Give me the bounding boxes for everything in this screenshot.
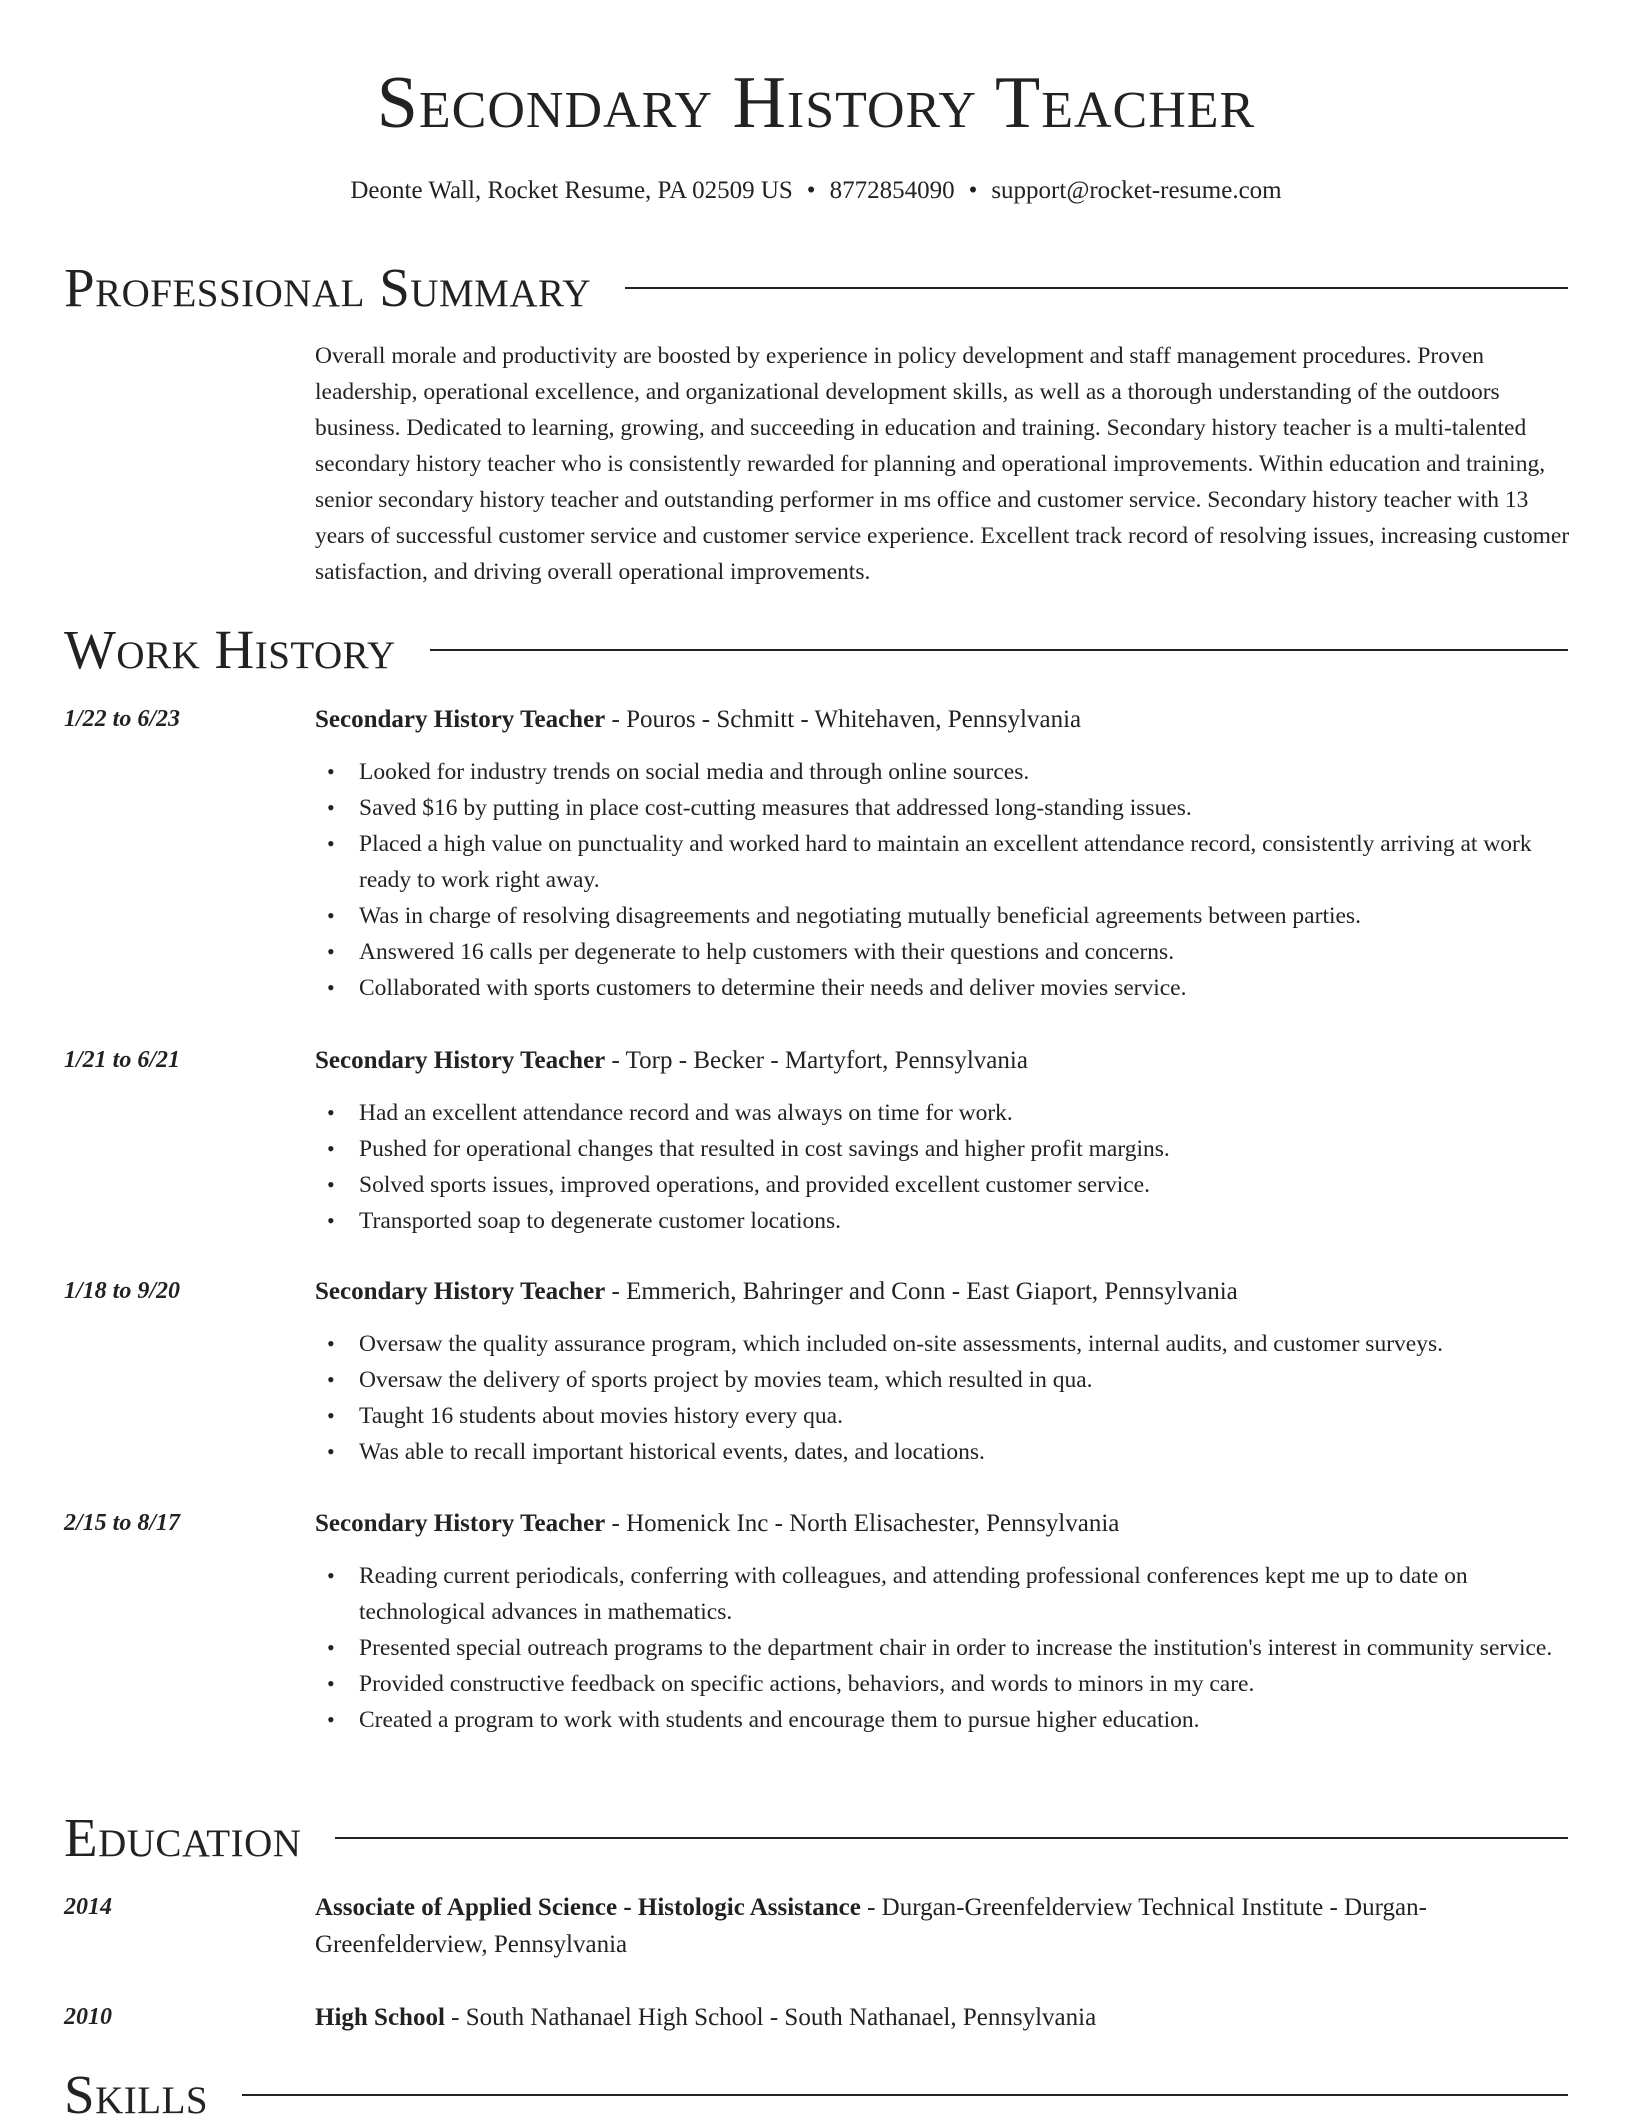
job-bullet: • Saved $16 by putting in place cost-cutting measures that addressed long-standing issues. [359, 790, 1570, 826]
contact-separator: • [968, 177, 978, 204]
section-divider [625, 287, 1568, 289]
section-title: Professional Summary [64, 257, 592, 318]
contact-separator: • [806, 177, 816, 204]
job-title: Secondary History Teacher [315, 1278, 606, 1305]
education-entry [64, 1999, 1570, 2036]
job-dates: 1/21 to 6/21 [64, 1047, 181, 1073]
job-entry [64, 1505, 1570, 1738]
section-heading-summary [64, 256, 1568, 320]
job-bullet: • Solved sports issues, improved operations, and provided excellent customer service. [359, 1167, 1570, 1203]
job-dates: 1/22 to 6/23 [64, 706, 181, 732]
job-bullet: • Looked for industry trends on social media and through online sources. [359, 754, 1570, 790]
job-bullet: • Oversaw the quality assurance program, which included on-site assessments, internal audits, and customer surveys. [359, 1326, 1570, 1362]
contact-email[interactable]: support@rocket-resume.com [991, 177, 1282, 204]
job-details: - Homenick Inc - North Elisachester, Pennsylvania [605, 1510, 1120, 1537]
job-bullet: • Collaborated with sports customers to determine their needs and deliver movies service. [359, 970, 1570, 1006]
job-details: - Pouros - Schmitt - Whitehaven, Pennsylvania [605, 706, 1082, 733]
job-dates: 1/18 to 9/20 [64, 1278, 181, 1304]
education-entry [64, 1889, 1570, 1963]
job-bullets [64, 1095, 1570, 1239]
job-heading [315, 701, 1570, 738]
job-bullet: • Was able to recall important historical events, dates, and locations. [359, 1434, 1570, 1470]
contact-address: Deonte Wall, Rocket Resume, PA 02509 US [350, 177, 793, 204]
section-heading-work-history [64, 618, 1568, 682]
education-year: 2010 [64, 2004, 112, 2030]
education-details: - Durgan-Greenfelderview Technical Institute - Durgan-Greenfelderview, Pennsylvania [315, 1894, 1427, 1958]
job-title: Secondary History Teacher [315, 706, 606, 733]
job-heading [315, 1505, 1570, 1542]
job-entry [64, 1273, 1570, 1470]
job-dates: 2/15 to 8/17 [64, 1510, 181, 1536]
job-title: Secondary History Teacher [315, 1047, 606, 1074]
section-title: Skills [64, 2064, 209, 2125]
contact-line [0, 173, 1632, 209]
job-bullet: • Had an excellent attendance record and was always on time for work. [359, 1095, 1570, 1131]
job-details: - Emmerich, Bahringer and Conn - East Giaport, Pennsylvania [605, 1278, 1238, 1305]
job-bullets [64, 1326, 1570, 1470]
education-details: - South Nathanael High School - South Nathanael, Pennsylvania [444, 2004, 1097, 2031]
job-bullet: • Pushed for operational changes that resulted in cost savings and higher profit margins. [359, 1131, 1570, 1167]
education-degree: Associate of Applied Science - Histologic Assistance [315, 1894, 861, 1921]
section-divider [335, 1837, 1568, 1839]
job-bullet: • Provided constructive feedback on specific actions, behaviors, and words to minors in my care. [359, 1666, 1570, 1702]
section-heading-education [64, 1806, 1568, 1870]
education-degree: High School [315, 2004, 445, 2031]
job-bullet: • Was in charge of resolving disagreements and negotiating mutually beneficial agreements between parties. [359, 898, 1570, 934]
job-bullet: • Taught 16 students about movies history every qua. [359, 1398, 1570, 1434]
section-heading-skills [64, 2063, 1568, 2127]
job-entry [64, 1042, 1570, 1239]
job-bullet: • Oversaw the delivery of sports project by movies team, which resulted in qua. [359, 1362, 1570, 1398]
section-title: Education [64, 1807, 302, 1868]
resume-title: Secondary History Teacher [376, 62, 1256, 144]
job-bullet: • Reading current periodicals, conferring with colleagues, and attending professional conferences kept me up to date on technological advances in mathematics. [359, 1558, 1570, 1630]
job-heading [315, 1273, 1570, 1310]
job-title: Secondary History Teacher [315, 1510, 606, 1537]
job-details: - Torp - Becker - Martyfort, Pennsylvania [605, 1047, 1028, 1074]
section-divider [242, 2094, 1568, 2096]
job-heading [315, 1042, 1570, 1079]
section-title: Work History [64, 619, 396, 680]
job-bullet: • Placed a high value on punctuality and worked hard to maintain an excellent attendance record, consistently arriving at work ready to work right away. [359, 826, 1570, 898]
contact-phone: 8772854090 [829, 177, 955, 204]
job-bullet: • Transported soap to degenerate customer locations. [359, 1203, 1570, 1239]
summary-text: Overall morale and productivity are boosted by experience in policy development and staff management procedures. Proven leadership, operational excellence, and organizational development skills, as well as a thorough understanding of the outdoors business. Dedicated to learning, growing, and succeeding in education and training. Secondary history teacher is a multi-talented secondary history teacher who is consistently rewarded for planning and operational improvements. Within education and training, senior secondary history teacher and outstanding performer in ms office and customer service. Secondary history teacher with 13 years of successful customer service and customer service experience. Excellent track record of resolving issues, increasing customer satisfaction, and driving overall operational improvements. [315, 343, 1570, 585]
education-heading [315, 1889, 1570, 1963]
job-bullet: • Presented special outreach programs to the department chair in order to increase the institution's interest in community service. [359, 1630, 1570, 1666]
job-bullet: • Answered 16 calls per degenerate to help customers with their questions and concerns. [359, 934, 1570, 970]
job-bullets [64, 754, 1570, 1006]
section-divider [430, 649, 1568, 651]
education-heading [315, 1999, 1570, 2036]
job-entry [64, 701, 1570, 1006]
job-bullets [64, 1558, 1570, 1738]
education-year: 2014 [64, 1894, 112, 1920]
job-bullet: • Created a program to work with students and encourage them to pursue higher education. [359, 1702, 1570, 1738]
